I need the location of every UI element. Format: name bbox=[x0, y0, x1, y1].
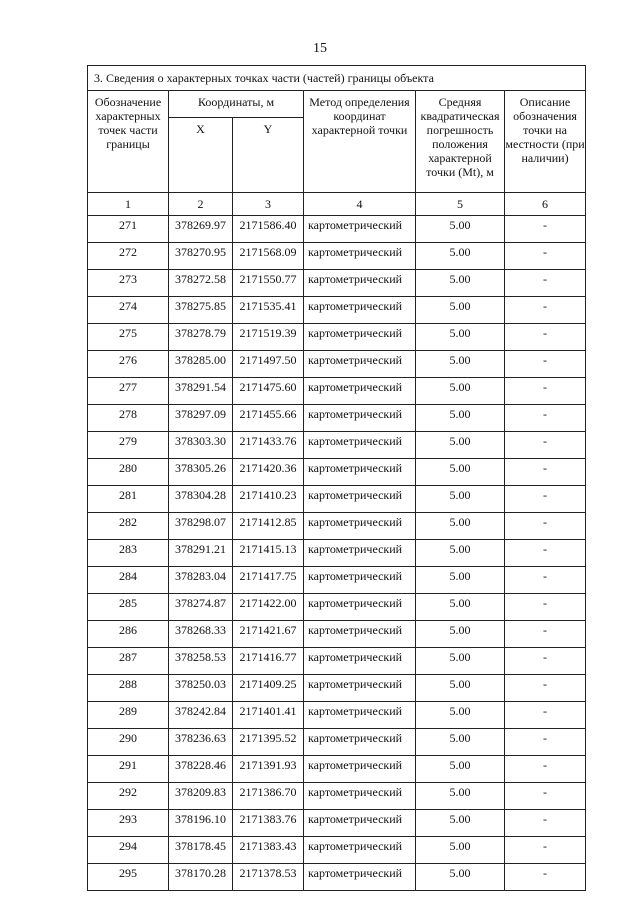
method-cell: картометрический bbox=[304, 648, 416, 675]
point-number-cell: 271 bbox=[88, 216, 169, 243]
x-coordinate-cell: 378228.46 bbox=[169, 756, 233, 783]
table-row bbox=[88, 513, 586, 540]
table-row bbox=[88, 405, 586, 432]
y-coordinate-cell: 2171383.76 bbox=[233, 810, 304, 837]
point-number-cell: 285 bbox=[88, 594, 169, 621]
point-number-cell: 283 bbox=[88, 540, 169, 567]
header-description: Описание обозначения точки на местности (при наличии) bbox=[505, 91, 586, 193]
method-cell: картометрический bbox=[304, 702, 416, 729]
method-cell: картометрический bbox=[304, 324, 416, 351]
method-cell: картометрический bbox=[304, 756, 416, 783]
x-coordinate-cell: 378305.26 bbox=[169, 459, 233, 486]
description-cell: - bbox=[505, 297, 586, 324]
description-cell: - bbox=[505, 459, 586, 486]
y-coordinate-cell: 2171550.77 bbox=[233, 270, 304, 297]
table-row bbox=[88, 648, 586, 675]
header-x: X bbox=[169, 118, 233, 193]
method-cell: картометрический bbox=[304, 432, 416, 459]
table-row bbox=[88, 351, 586, 378]
table-row bbox=[88, 459, 586, 486]
point-number-cell: 289 bbox=[88, 702, 169, 729]
method-cell: картометрический bbox=[304, 594, 416, 621]
description-cell: - bbox=[505, 756, 586, 783]
y-coordinate-cell: 2171586.40 bbox=[233, 216, 304, 243]
table-row bbox=[88, 702, 586, 729]
point-number-cell: 274 bbox=[88, 297, 169, 324]
table-row bbox=[88, 378, 586, 405]
error-cell: 5.00 bbox=[416, 567, 505, 594]
column-number: 4 bbox=[304, 193, 416, 216]
y-coordinate-cell: 2171409.25 bbox=[233, 675, 304, 702]
y-coordinate-cell: 2171391.93 bbox=[233, 756, 304, 783]
x-coordinate-cell: 378258.53 bbox=[169, 648, 233, 675]
x-coordinate-cell: 378242.84 bbox=[169, 702, 233, 729]
point-number-cell: 291 bbox=[88, 756, 169, 783]
point-number-cell: 273 bbox=[88, 270, 169, 297]
description-cell: - bbox=[505, 621, 586, 648]
x-coordinate-cell: 378170.28 bbox=[169, 864, 233, 891]
header-point-label: Обозначение характерных точек части границы bbox=[88, 91, 169, 193]
x-coordinate-cell: 378304.28 bbox=[169, 486, 233, 513]
description-cell: - bbox=[505, 648, 586, 675]
table-body bbox=[88, 216, 586, 891]
description-cell: - bbox=[505, 810, 586, 837]
description-cell: - bbox=[505, 540, 586, 567]
table-row bbox=[88, 594, 586, 621]
description-cell: - bbox=[505, 378, 586, 405]
y-coordinate-cell: 2171455.66 bbox=[233, 405, 304, 432]
point-number-cell: 287 bbox=[88, 648, 169, 675]
y-coordinate-cell: 2171395.52 bbox=[233, 729, 304, 756]
method-cell: картометрический bbox=[304, 729, 416, 756]
description-cell: - bbox=[505, 702, 586, 729]
point-number-cell: 277 bbox=[88, 378, 169, 405]
error-cell: 5.00 bbox=[416, 837, 505, 864]
point-number-cell: 272 bbox=[88, 243, 169, 270]
description-cell: - bbox=[505, 783, 586, 810]
point-number-cell: 281 bbox=[88, 486, 169, 513]
error-cell: 5.00 bbox=[416, 702, 505, 729]
header-y: Y bbox=[233, 118, 304, 193]
column-number: 1 bbox=[88, 193, 169, 216]
description-cell: - bbox=[505, 864, 586, 891]
method-cell: картометрический bbox=[304, 378, 416, 405]
table-row bbox=[88, 675, 586, 702]
x-coordinate-cell: 378178.45 bbox=[169, 837, 233, 864]
table-row bbox=[88, 216, 586, 243]
point-number-cell: 282 bbox=[88, 513, 169, 540]
table-row bbox=[88, 486, 586, 513]
column-number: 6 bbox=[505, 193, 586, 216]
table-row bbox=[88, 837, 586, 864]
section-title: 3. Сведения о характерных точках части (частей) границы объекта bbox=[88, 66, 586, 91]
table-row bbox=[88, 567, 586, 594]
error-cell: 5.00 bbox=[416, 459, 505, 486]
header-method: Метод определения координат характерной точки bbox=[304, 91, 416, 193]
x-coordinate-cell: 378236.63 bbox=[169, 729, 233, 756]
x-coordinate-cell: 378298.07 bbox=[169, 513, 233, 540]
point-number-cell: 286 bbox=[88, 621, 169, 648]
method-cell: картометрический bbox=[304, 486, 416, 513]
y-coordinate-cell: 2171422.00 bbox=[233, 594, 304, 621]
method-cell: картометрический bbox=[304, 621, 416, 648]
table-row bbox=[88, 540, 586, 567]
y-coordinate-cell: 2171417.75 bbox=[233, 567, 304, 594]
error-cell: 5.00 bbox=[416, 378, 505, 405]
error-cell: 5.00 bbox=[416, 216, 505, 243]
description-cell: - bbox=[505, 513, 586, 540]
y-coordinate-cell: 2171497.50 bbox=[233, 351, 304, 378]
point-number-cell: 284 bbox=[88, 567, 169, 594]
x-coordinate-cell: 378291.21 bbox=[169, 540, 233, 567]
x-coordinate-cell: 378283.04 bbox=[169, 567, 233, 594]
y-coordinate-cell: 2171519.39 bbox=[233, 324, 304, 351]
table-row bbox=[88, 864, 586, 891]
y-coordinate-cell: 2171568.09 bbox=[233, 243, 304, 270]
point-number-cell: 275 bbox=[88, 324, 169, 351]
y-coordinate-cell: 2171421.67 bbox=[233, 621, 304, 648]
point-number-cell: 280 bbox=[88, 459, 169, 486]
x-coordinate-cell: 378250.03 bbox=[169, 675, 233, 702]
y-coordinate-cell: 2171416.77 bbox=[233, 648, 304, 675]
page-number: 15 bbox=[313, 41, 327, 56]
x-coordinate-cell: 378278.79 bbox=[169, 324, 233, 351]
description-cell: - bbox=[505, 567, 586, 594]
error-cell: 5.00 bbox=[416, 756, 505, 783]
x-coordinate-cell: 378209.83 bbox=[169, 783, 233, 810]
error-cell: 5.00 bbox=[416, 783, 505, 810]
method-cell: картометрический bbox=[304, 243, 416, 270]
point-number-cell: 292 bbox=[88, 783, 169, 810]
y-coordinate-cell: 2171401.41 bbox=[233, 702, 304, 729]
description-cell: - bbox=[505, 837, 586, 864]
column-number: 5 bbox=[416, 193, 505, 216]
y-coordinate-cell: 2171410.23 bbox=[233, 486, 304, 513]
point-number-cell: 279 bbox=[88, 432, 169, 459]
point-number-cell: 288 bbox=[88, 675, 169, 702]
boundary-points-table bbox=[87, 65, 586, 891]
x-coordinate-cell: 378291.54 bbox=[169, 378, 233, 405]
table-row bbox=[88, 756, 586, 783]
x-coordinate-cell: 378303.30 bbox=[169, 432, 233, 459]
x-coordinate-cell: 378269.97 bbox=[169, 216, 233, 243]
error-cell: 5.00 bbox=[416, 297, 505, 324]
x-coordinate-cell: 378275.85 bbox=[169, 297, 233, 324]
error-cell: 5.00 bbox=[416, 810, 505, 837]
column-number-row bbox=[88, 193, 586, 216]
method-cell: картометрический bbox=[304, 297, 416, 324]
y-coordinate-cell: 2171535.41 bbox=[233, 297, 304, 324]
table-row bbox=[88, 621, 586, 648]
table-row bbox=[88, 270, 586, 297]
description-cell: - bbox=[505, 486, 586, 513]
error-cell: 5.00 bbox=[416, 324, 505, 351]
error-cell: 5.00 bbox=[416, 405, 505, 432]
error-cell: 5.00 bbox=[416, 540, 505, 567]
y-coordinate-cell: 2171378.53 bbox=[233, 864, 304, 891]
header-error: Средняя квадратическая погрешность положения характерной точки (Mt), м bbox=[416, 91, 505, 193]
x-coordinate-cell: 378274.87 bbox=[169, 594, 233, 621]
x-coordinate-cell: 378270.95 bbox=[169, 243, 233, 270]
method-cell: картометрический bbox=[304, 405, 416, 432]
y-coordinate-cell: 2171412.85 bbox=[233, 513, 304, 540]
description-cell: - bbox=[505, 324, 586, 351]
error-cell: 5.00 bbox=[416, 270, 505, 297]
x-coordinate-cell: 378196.10 bbox=[169, 810, 233, 837]
method-cell: картометрический bbox=[304, 270, 416, 297]
point-number-cell: 276 bbox=[88, 351, 169, 378]
error-cell: 5.00 bbox=[416, 513, 505, 540]
column-number: 3 bbox=[233, 193, 304, 216]
point-number-cell: 293 bbox=[88, 810, 169, 837]
description-cell: - bbox=[505, 432, 586, 459]
error-cell: 5.00 bbox=[416, 243, 505, 270]
table-row bbox=[88, 783, 586, 810]
error-cell: 5.00 bbox=[416, 594, 505, 621]
x-coordinate-cell: 378272.58 bbox=[169, 270, 233, 297]
method-cell: картометрический bbox=[304, 351, 416, 378]
method-cell: картометрический bbox=[304, 810, 416, 837]
method-cell: картометрический bbox=[304, 513, 416, 540]
point-number-cell: 278 bbox=[88, 405, 169, 432]
y-coordinate-cell: 2171383.43 bbox=[233, 837, 304, 864]
description-cell: - bbox=[505, 729, 586, 756]
method-cell: картометрический bbox=[304, 864, 416, 891]
error-cell: 5.00 bbox=[416, 432, 505, 459]
table-row bbox=[88, 432, 586, 459]
description-cell: - bbox=[505, 216, 586, 243]
y-coordinate-cell: 2171420.36 bbox=[233, 459, 304, 486]
point-number-cell: 294 bbox=[88, 837, 169, 864]
method-cell: картометрический bbox=[304, 540, 416, 567]
method-cell: картометрический bbox=[304, 459, 416, 486]
description-cell: - bbox=[505, 405, 586, 432]
error-cell: 5.00 bbox=[416, 486, 505, 513]
method-cell: картометрический bbox=[304, 567, 416, 594]
description-cell: - bbox=[505, 351, 586, 378]
error-cell: 5.00 bbox=[416, 648, 505, 675]
y-coordinate-cell: 2171415.13 bbox=[233, 540, 304, 567]
method-cell: картометрический bbox=[304, 675, 416, 702]
table-row bbox=[88, 243, 586, 270]
description-cell: - bbox=[505, 675, 586, 702]
point-number-cell: 290 bbox=[88, 729, 169, 756]
error-cell: 5.00 bbox=[416, 351, 505, 378]
x-coordinate-cell: 378285.00 bbox=[169, 351, 233, 378]
table-row bbox=[88, 810, 586, 837]
description-cell: - bbox=[505, 270, 586, 297]
y-coordinate-cell: 2171433.76 bbox=[233, 432, 304, 459]
column-number: 2 bbox=[169, 193, 233, 216]
x-coordinate-cell: 378297.09 bbox=[169, 405, 233, 432]
table-row bbox=[88, 324, 586, 351]
description-cell: - bbox=[505, 243, 586, 270]
y-coordinate-cell: 2171475.60 bbox=[233, 378, 304, 405]
error-cell: 5.00 bbox=[416, 729, 505, 756]
error-cell: 5.00 bbox=[416, 675, 505, 702]
table-row bbox=[88, 729, 586, 756]
error-cell: 5.00 bbox=[416, 621, 505, 648]
x-coordinate-cell: 378268.33 bbox=[169, 621, 233, 648]
method-cell: картометрический bbox=[304, 837, 416, 864]
method-cell: картометрический bbox=[304, 216, 416, 243]
description-cell: - bbox=[505, 594, 586, 621]
error-cell: 5.00 bbox=[416, 864, 505, 891]
point-number-cell: 295 bbox=[88, 864, 169, 891]
table-row bbox=[88, 297, 586, 324]
method-cell: картометрический bbox=[304, 783, 416, 810]
header-coordinates: Координаты, м bbox=[169, 91, 304, 118]
y-coordinate-cell: 2171386.70 bbox=[233, 783, 304, 810]
